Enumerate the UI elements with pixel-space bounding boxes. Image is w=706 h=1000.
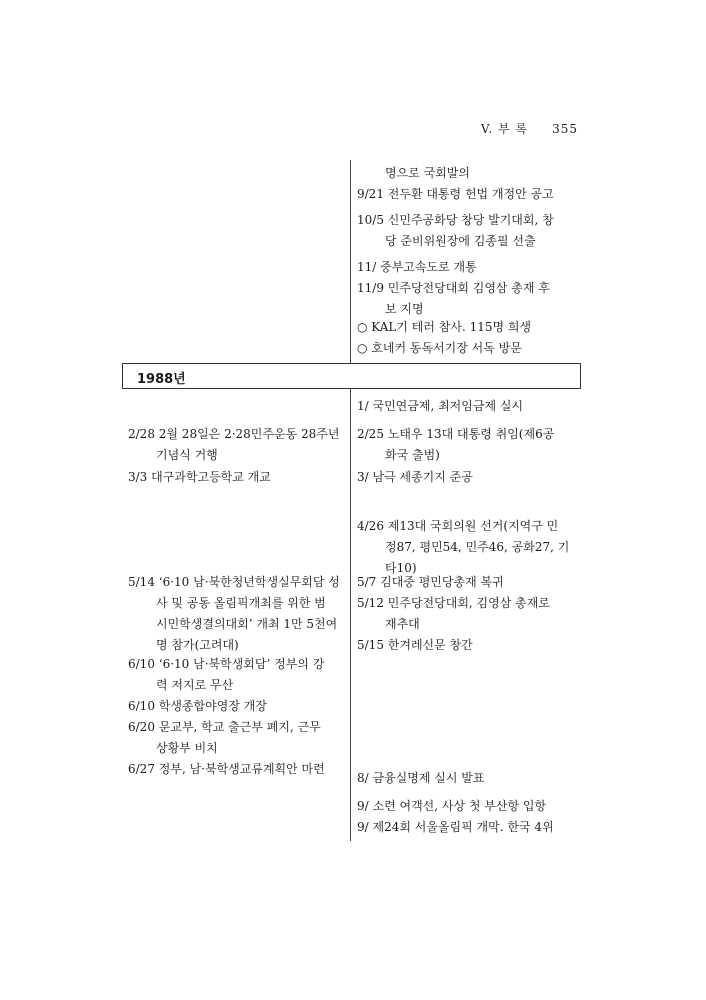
- entry-line: 2/28 2월 28일은 2·28민주운동 28주년: [128, 427, 340, 441]
- year-label: 1988년: [137, 372, 186, 387]
- entry-line: 11/9 민주당전당대회 김영삼 총재 후: [357, 281, 550, 295]
- right-entry-05: [357, 572, 550, 656]
- entry-line: ○ 호네커 동독서기장 서독 방문: [357, 341, 522, 355]
- left-entry-0228: [128, 424, 339, 466]
- entry-line: 2/25 노태우 13대 대통령 취임(제6공: [357, 427, 555, 441]
- left-entry-06: [128, 654, 325, 780]
- running-header: [481, 120, 578, 137]
- right-entry-01: [357, 396, 523, 417]
- entry-line: 5/12 민주당전당대회, 김영삼 총재로: [357, 596, 550, 610]
- entry-line: 1/ 국민연금제, 최저임금제 실시: [357, 399, 524, 413]
- entry-line: 4/26 제13대 국회의원 선거(지역구 민: [357, 519, 559, 533]
- right-entry-09: [357, 796, 554, 838]
- entry-line: 6/27 정부, 남·북학생교류계획안 마련: [128, 762, 325, 776]
- entry-line: 정87, 평민54, 민주46, 공화27, 기: [385, 540, 570, 554]
- entry-line: 6/20 문교부, 학교 출근부 폐지, 근무: [128, 720, 321, 734]
- entry-line: 력 저지로 무산: [156, 678, 234, 692]
- running-title: V. 부 록: [480, 122, 529, 136]
- entry-line: 9/ 제24회 서울올림픽 개막. 한국 4위: [357, 820, 554, 834]
- year-header-box: [122, 363, 581, 389]
- entry-line: 5/7 김대중 평민당총재 복귀: [357, 575, 504, 589]
- entry-line: 6/10 ‘6·10 남·북학생회담’ 정부의 강: [128, 657, 325, 671]
- entry-line: 보 지명: [385, 302, 424, 316]
- entry-line: 타10): [385, 561, 417, 575]
- right-entry-0426: [357, 516, 569, 579]
- entry-line: 명으로 국회발의: [385, 166, 470, 180]
- entry-line: 8/ 금융실명제 실시 발표: [357, 771, 485, 785]
- entry-world-events: [357, 317, 531, 359]
- entry-line: 3/ 남극 세종기지 준공: [357, 470, 473, 484]
- entry-0921: [357, 184, 554, 205]
- right-entry-08: [357, 768, 484, 789]
- entry-line: 3/3 대구과학고등학교 개교: [128, 470, 271, 484]
- entry-1005: [357, 210, 554, 252]
- entry-line: 10/5 신민주공화당 창당 발기대회, 창: [357, 213, 554, 227]
- entry-line: 9/21 전두환 대통령 헌법 개정안 공고: [357, 187, 554, 201]
- entry-line: 6/10 학생종합야영장 개장: [128, 699, 267, 713]
- entry-line: 사 및 공동 올림픽개최를 위한 범: [156, 596, 326, 610]
- page-number: 355: [552, 122, 578, 136]
- entry-continuation: [357, 163, 470, 184]
- left-entry-0303: [128, 467, 271, 488]
- entry-line: 명 참가(고려대): [156, 638, 239, 652]
- entry-line: 5/14 ‘6·10 남·북한청년학생실무회담 성: [128, 575, 340, 589]
- entry-line: 5/15 한겨레신문 창간: [357, 638, 473, 652]
- left-entry-0514: [128, 572, 340, 656]
- entry-line: 9/ 소련 여객선, 사상 첫 부산항 입항: [357, 799, 547, 813]
- entry-line: 재추대: [385, 617, 420, 631]
- right-entry-0225: [357, 424, 554, 466]
- entry-line: 시민학생결의대회’ 개최 1만 5천여: [156, 617, 338, 631]
- entry-line: 기념식 거행: [156, 448, 218, 462]
- column-divider-bottom: [350, 389, 351, 841]
- entry-line: 당 준비위원장에 김종필 선출: [385, 234, 536, 248]
- right-entry-03: [357, 467, 473, 488]
- entry-11: [357, 257, 550, 320]
- entry-line: 상황부 비치: [156, 741, 218, 755]
- column-divider-top: [350, 160, 351, 363]
- entry-line: 화국 출범): [385, 448, 440, 462]
- entry-line: ○ KAL기 테러 참사. 115명 희생: [357, 320, 532, 334]
- entry-line: 11/ 중부고속도로 개통: [357, 260, 477, 274]
